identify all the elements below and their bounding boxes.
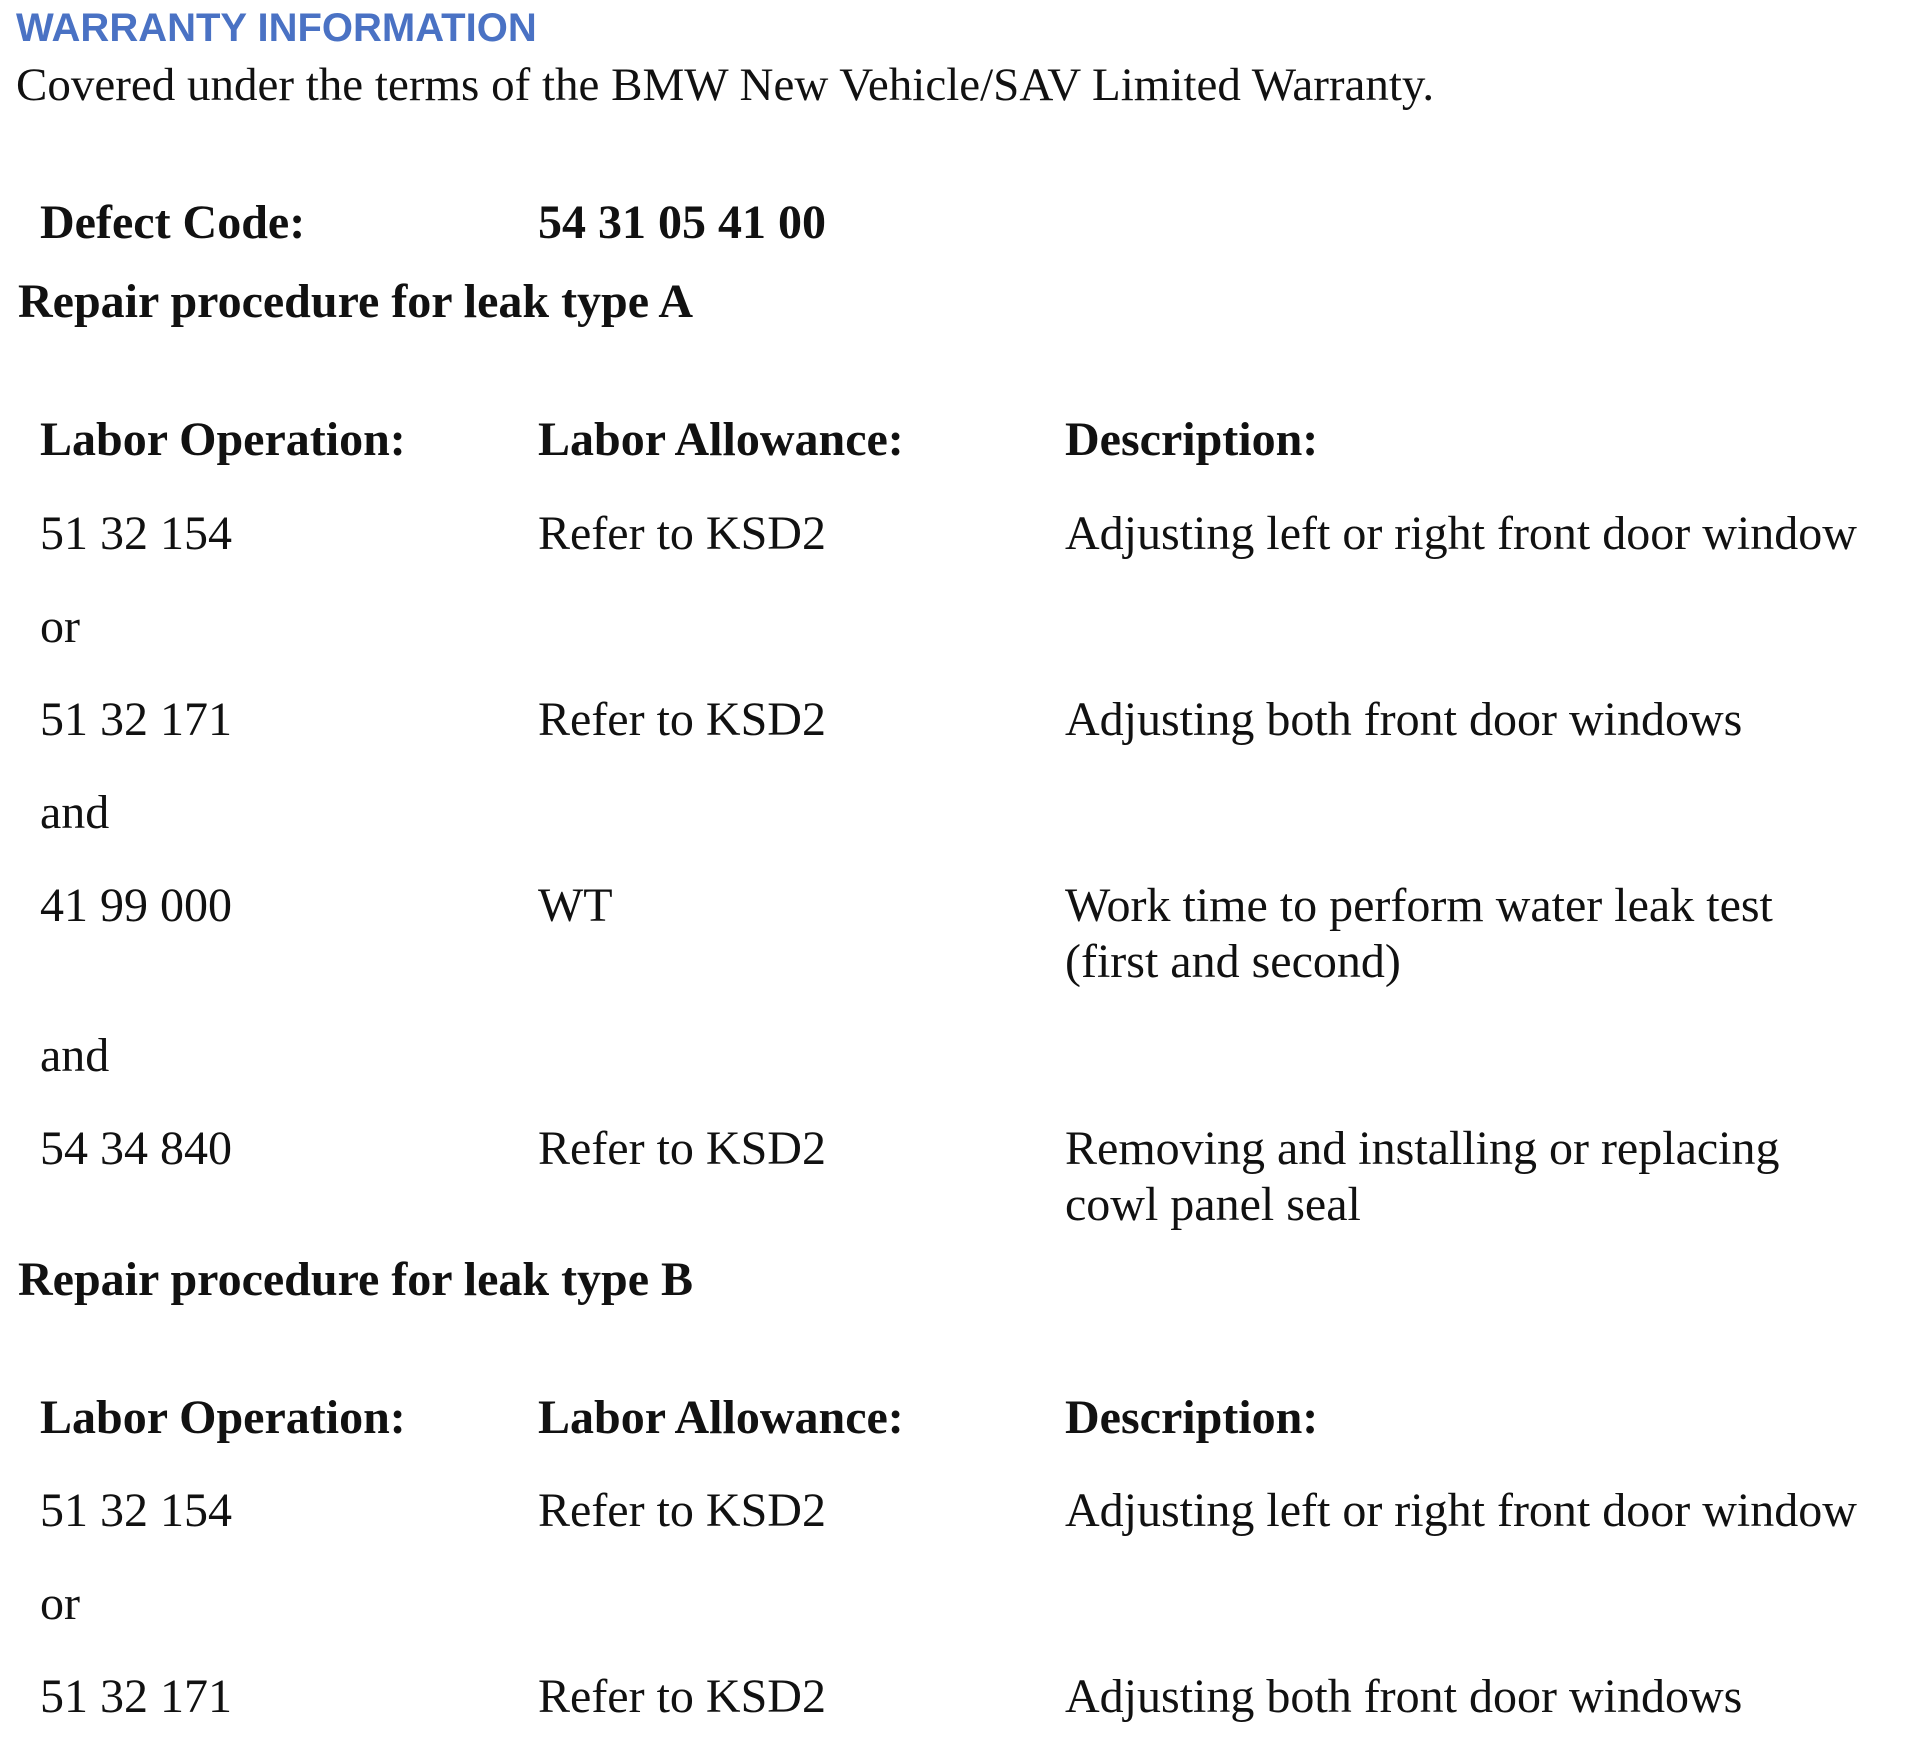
procedure-a-row-allowance: Refer to KSD2 — [538, 507, 826, 560]
procedure-b-row-operation: 51 32 154 — [40, 1484, 232, 1537]
warranty-intro-text: Covered under the terms of the BMW New Vehicle/SAV Limited Warranty. — [16, 59, 1435, 111]
procedure-a-row-operation: 51 32 171 — [40, 693, 232, 746]
procedure-a-row-description: Adjusting both front door windows — [1065, 693, 1743, 746]
procedure-a-row-operation: 41 99 000 — [40, 879, 232, 932]
procedure-b-header-allowance: Labor Allowance: — [538, 1391, 904, 1444]
procedure-a-connector: or — [40, 600, 80, 653]
procedure-a-connector: and — [40, 786, 110, 839]
procedure-a-row-allowance: Refer to KSD2 — [538, 1122, 826, 1175]
procedure-a-row-operation: 51 32 154 — [40, 507, 232, 560]
procedure-a-header-description: Description: — [1065, 413, 1319, 466]
procedure-a-row-description: Adjusting left or right front door window — [1065, 507, 1857, 560]
procedure-a-row-description-line1: Work time to perform water leak test — [1065, 879, 1773, 932]
warranty-heading: WARRANTY INFORMATION — [16, 6, 537, 50]
procedure-a-row-description-line1: Removing and installing or replacing — [1065, 1122, 1780, 1175]
procedure-b-row-description: Adjusting left or right front door window — [1065, 1484, 1857, 1537]
procedure-a-connector: and — [40, 1029, 110, 1082]
procedure-b-header-operation: Labor Operation: — [40, 1391, 406, 1444]
procedure-b-row-description: Adjusting both front door windows — [1065, 1670, 1743, 1723]
procedure-a-row-allowance: WT — [538, 879, 613, 932]
procedure-b-row-allowance: Refer to KSD2 — [538, 1484, 826, 1537]
procedure-b-connector: or — [40, 1577, 80, 1630]
procedure-a-row-description-line2: cowl panel seal — [1065, 1178, 1361, 1231]
procedure-a-header-operation: Labor Operation: — [40, 413, 406, 466]
procedure-b-header-description: Description: — [1065, 1391, 1319, 1444]
procedure-a-row-allowance: Refer to KSD2 — [538, 693, 826, 746]
procedure-a-title: Repair procedure for leak type A — [18, 275, 694, 328]
procedure-a-row-operation: 54 34 840 — [40, 1122, 232, 1175]
defect-code-value: 54 31 05 41 00 — [538, 196, 826, 249]
procedure-b-row-allowance: Refer to KSD2 — [538, 1670, 826, 1723]
defect-code-label: Defect Code: — [40, 196, 306, 249]
procedure-a-row-description-line2: (first and second) — [1065, 935, 1401, 988]
procedure-b-row-operation: 51 32 171 — [40, 1670, 232, 1723]
procedure-a-header-allowance: Labor Allowance: — [538, 413, 904, 466]
procedure-b-title: Repair procedure for leak type B — [18, 1253, 694, 1306]
